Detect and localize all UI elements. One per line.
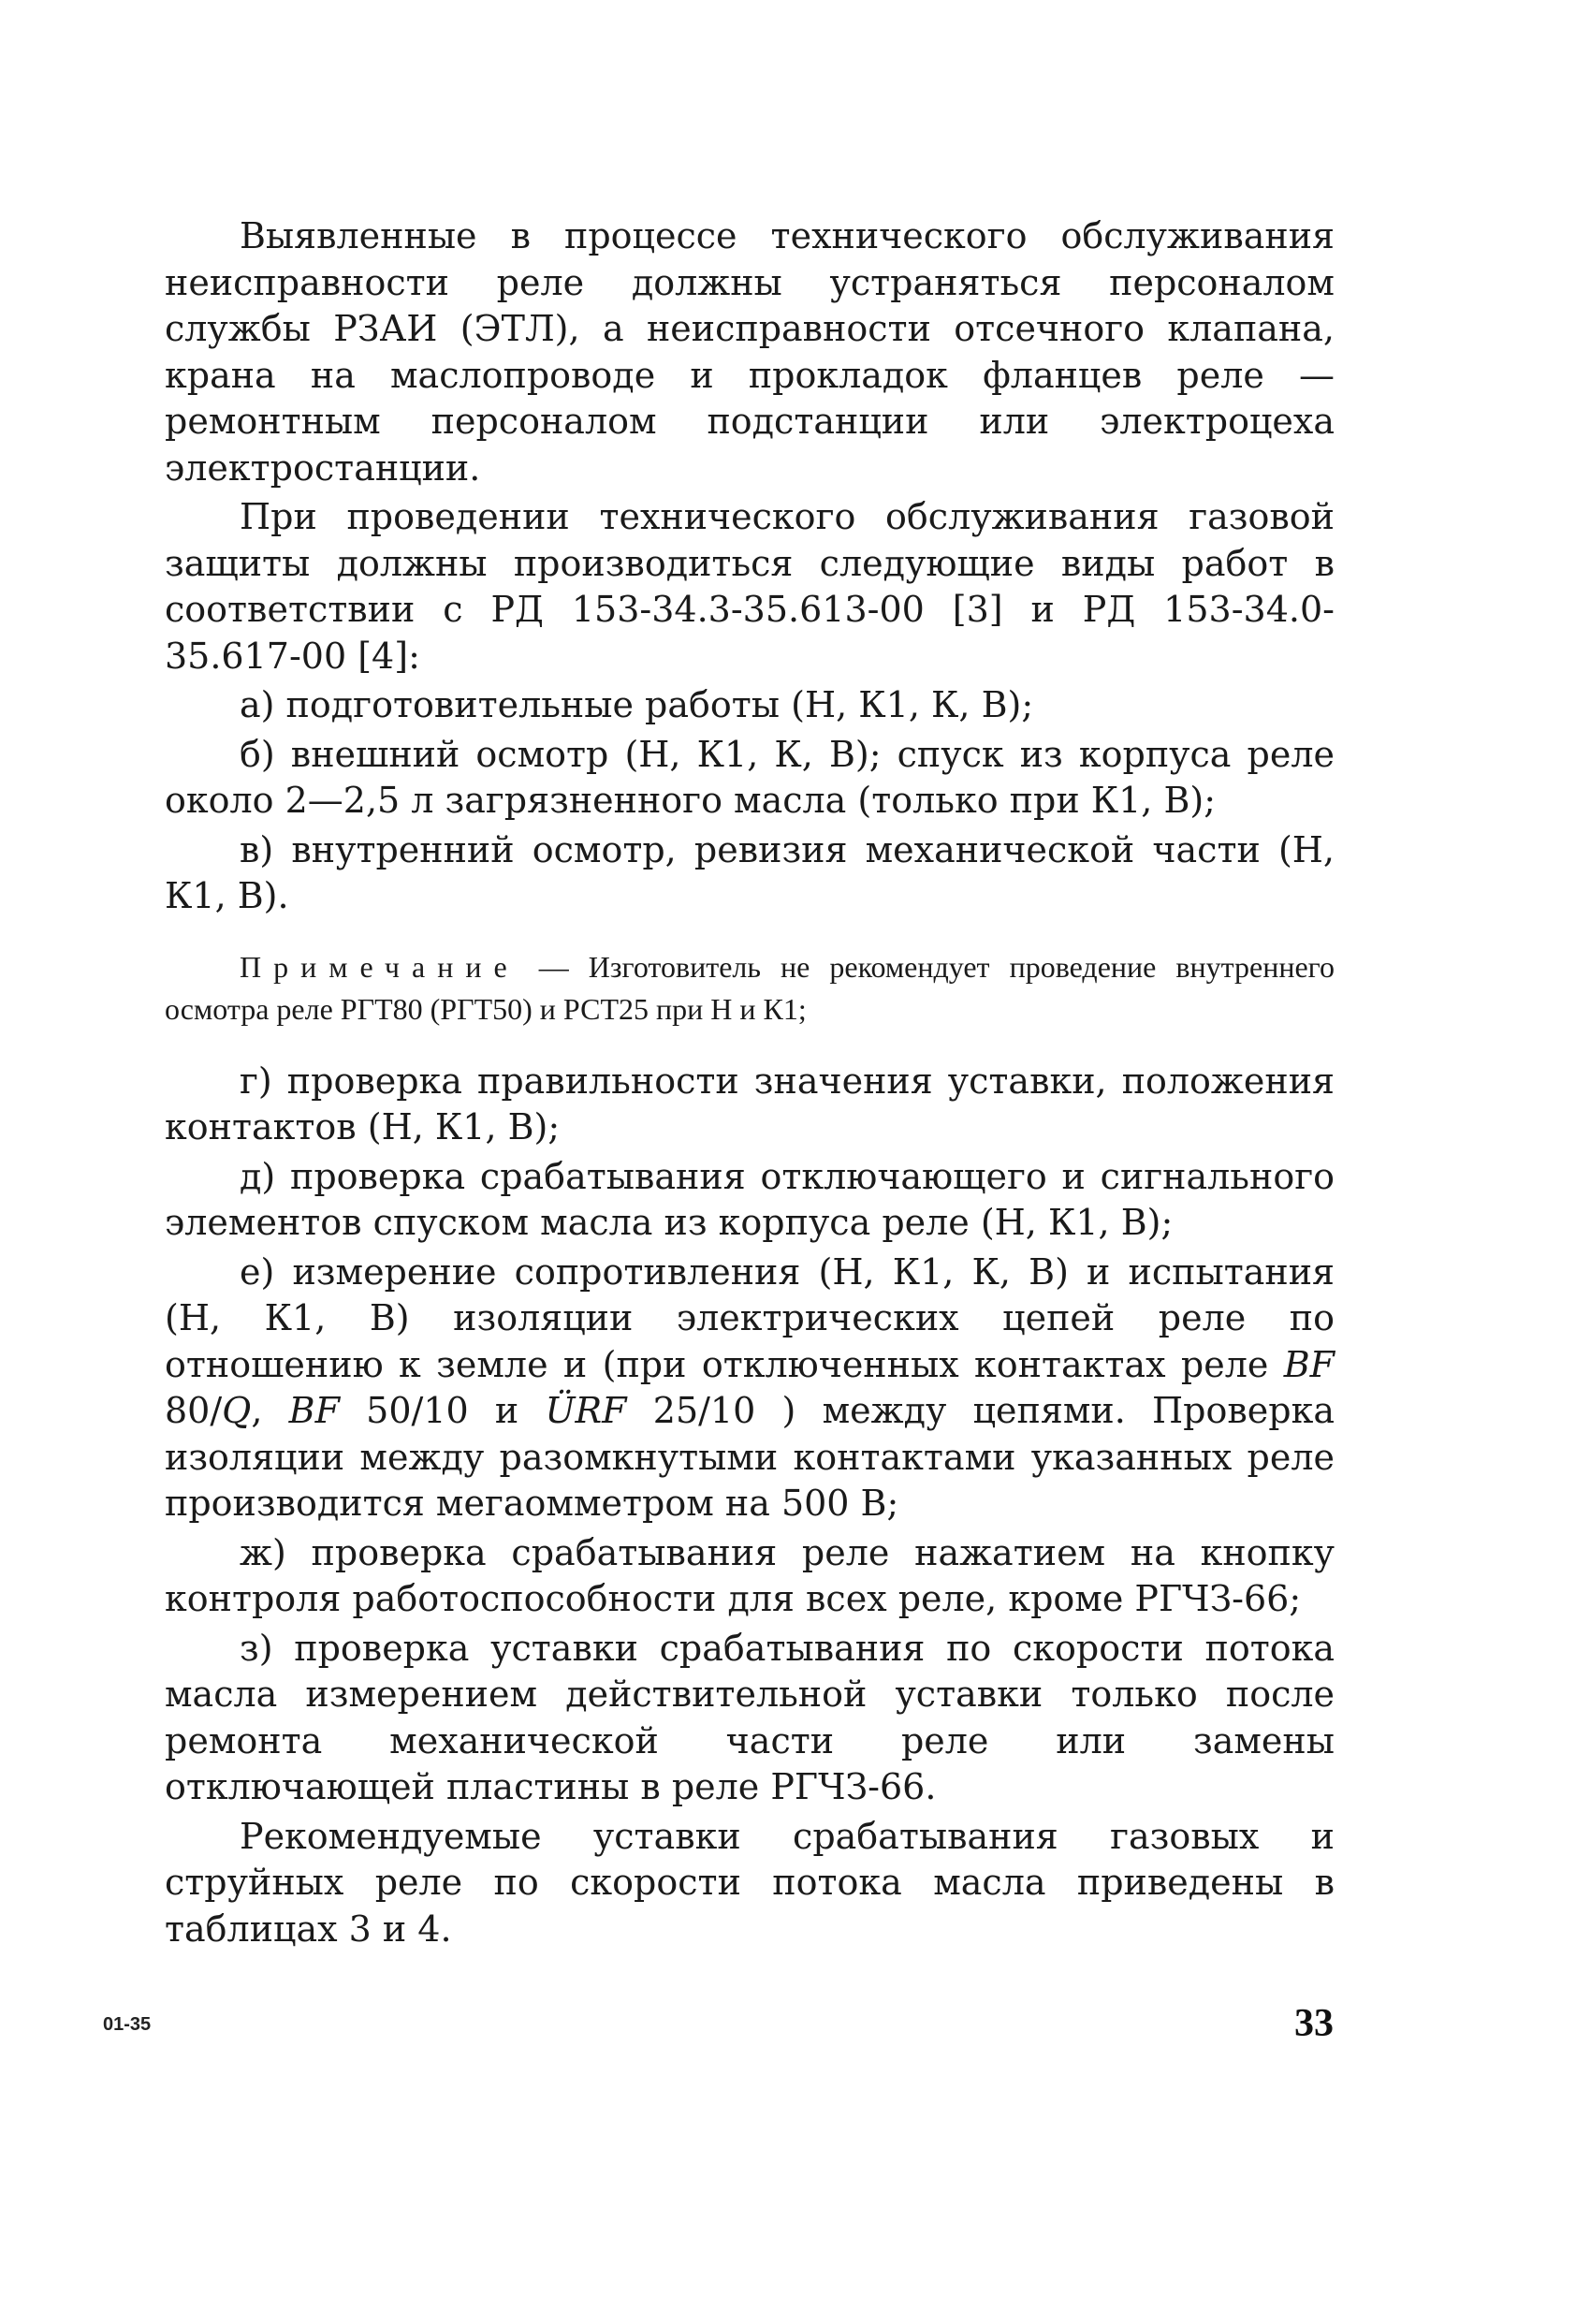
relay-urf-label: ÜRF xyxy=(545,1390,627,1431)
list-item-zh: ж) проверка срабатывания реле нажатием на кнопку контроля работоспособности для всех реле, кроме РГЧЗ-66; xyxy=(165,1531,1335,1619)
list-item-e-part2: 25/10 ) между цепями. Проверка изоляции между разомкнутыми контактами указанных реле производится мегаомметром на 500 В; xyxy=(165,1390,1335,1524)
list-item-g: г) проверка правильности значения уставки, положения контактов (Н, К1, В); xyxy=(165,1060,1335,1147)
list-item-b: б) внешний осмотр (Н, К1, К, В); спуск из корпуса реле около 2—2,5 л загрязненного масла (только при К1, В); xyxy=(165,733,1335,821)
list-item-v: в) внутренний осмотр, ревизия механической части (Н, К1, В). xyxy=(165,828,1335,916)
relay-bf2-label: BF xyxy=(288,1390,340,1431)
list-item-e-part1: е) измерение сопротивления (Н, К1, К, В) и испытания (Н, К1, В) изоляции электрических цепей реле по отношению к земле и (при отключенных контактах реле xyxy=(165,1250,1335,1385)
note xyxy=(165,946,1335,1030)
footer-code: 01-35 xyxy=(103,2014,152,2035)
separator-comma: , xyxy=(251,1390,289,1431)
relay-bf-label: BF xyxy=(1283,1343,1335,1385)
page-number: 33 xyxy=(1294,2002,1334,2045)
list-item-e xyxy=(165,1250,1335,1527)
list-item-z: з) проверка уставки срабатывания по скорости потока масла измерением действительной уставки только после ремонта механической части реле или замены отключающей пластины в реле РГЧЗ-66. xyxy=(165,1627,1335,1807)
note-text: — Изготовитель не рекомендует проведение внутреннего осмотра реле РГТ80 (РГТ50) и РСТ25 при Н и К1; xyxy=(165,949,1335,1026)
relay-q-label: Q xyxy=(222,1390,252,1431)
relay-bf-value: 80/ xyxy=(165,1390,223,1431)
list-item-a: а) подготовительные работы (Н, К1, К, В); xyxy=(240,684,1034,725)
list-item-d: д) проверка срабатывания отключающего и сигнального элементов спуском масла из корпуса реле (Н, К1, В); xyxy=(165,1155,1335,1243)
document-page xyxy=(165,213,1335,1955)
relay-bf2-value: 50/10 и xyxy=(339,1390,546,1431)
paragraph-maintenance-works: При проведении технического обслуживания газовой защиты должны производиться следующие виды работ в соответствии с РД 153-34.3-35.613-00 [3] и РД 153-34.0-35.617-00 [4]: xyxy=(165,496,1335,677)
paragraph-faults: Выявленные в процессе технического обслуживания неисправности реле должны устраняться персоналом службы РЗАИ (ЭТЛ), а неисправности отсечного клапана, крана на маслопроводе и прокладок фланцев реле — ремонтным персоналом подстанции или электроцеха электростанции. xyxy=(165,215,1335,489)
paragraph-recommended-settings: Рекомендуемые уставки срабатывания газовых и струйных реле по скорости потока масла приведены в таблицах 3 и 4. xyxy=(165,1815,1335,1950)
note-label: Примечание xyxy=(240,949,519,984)
